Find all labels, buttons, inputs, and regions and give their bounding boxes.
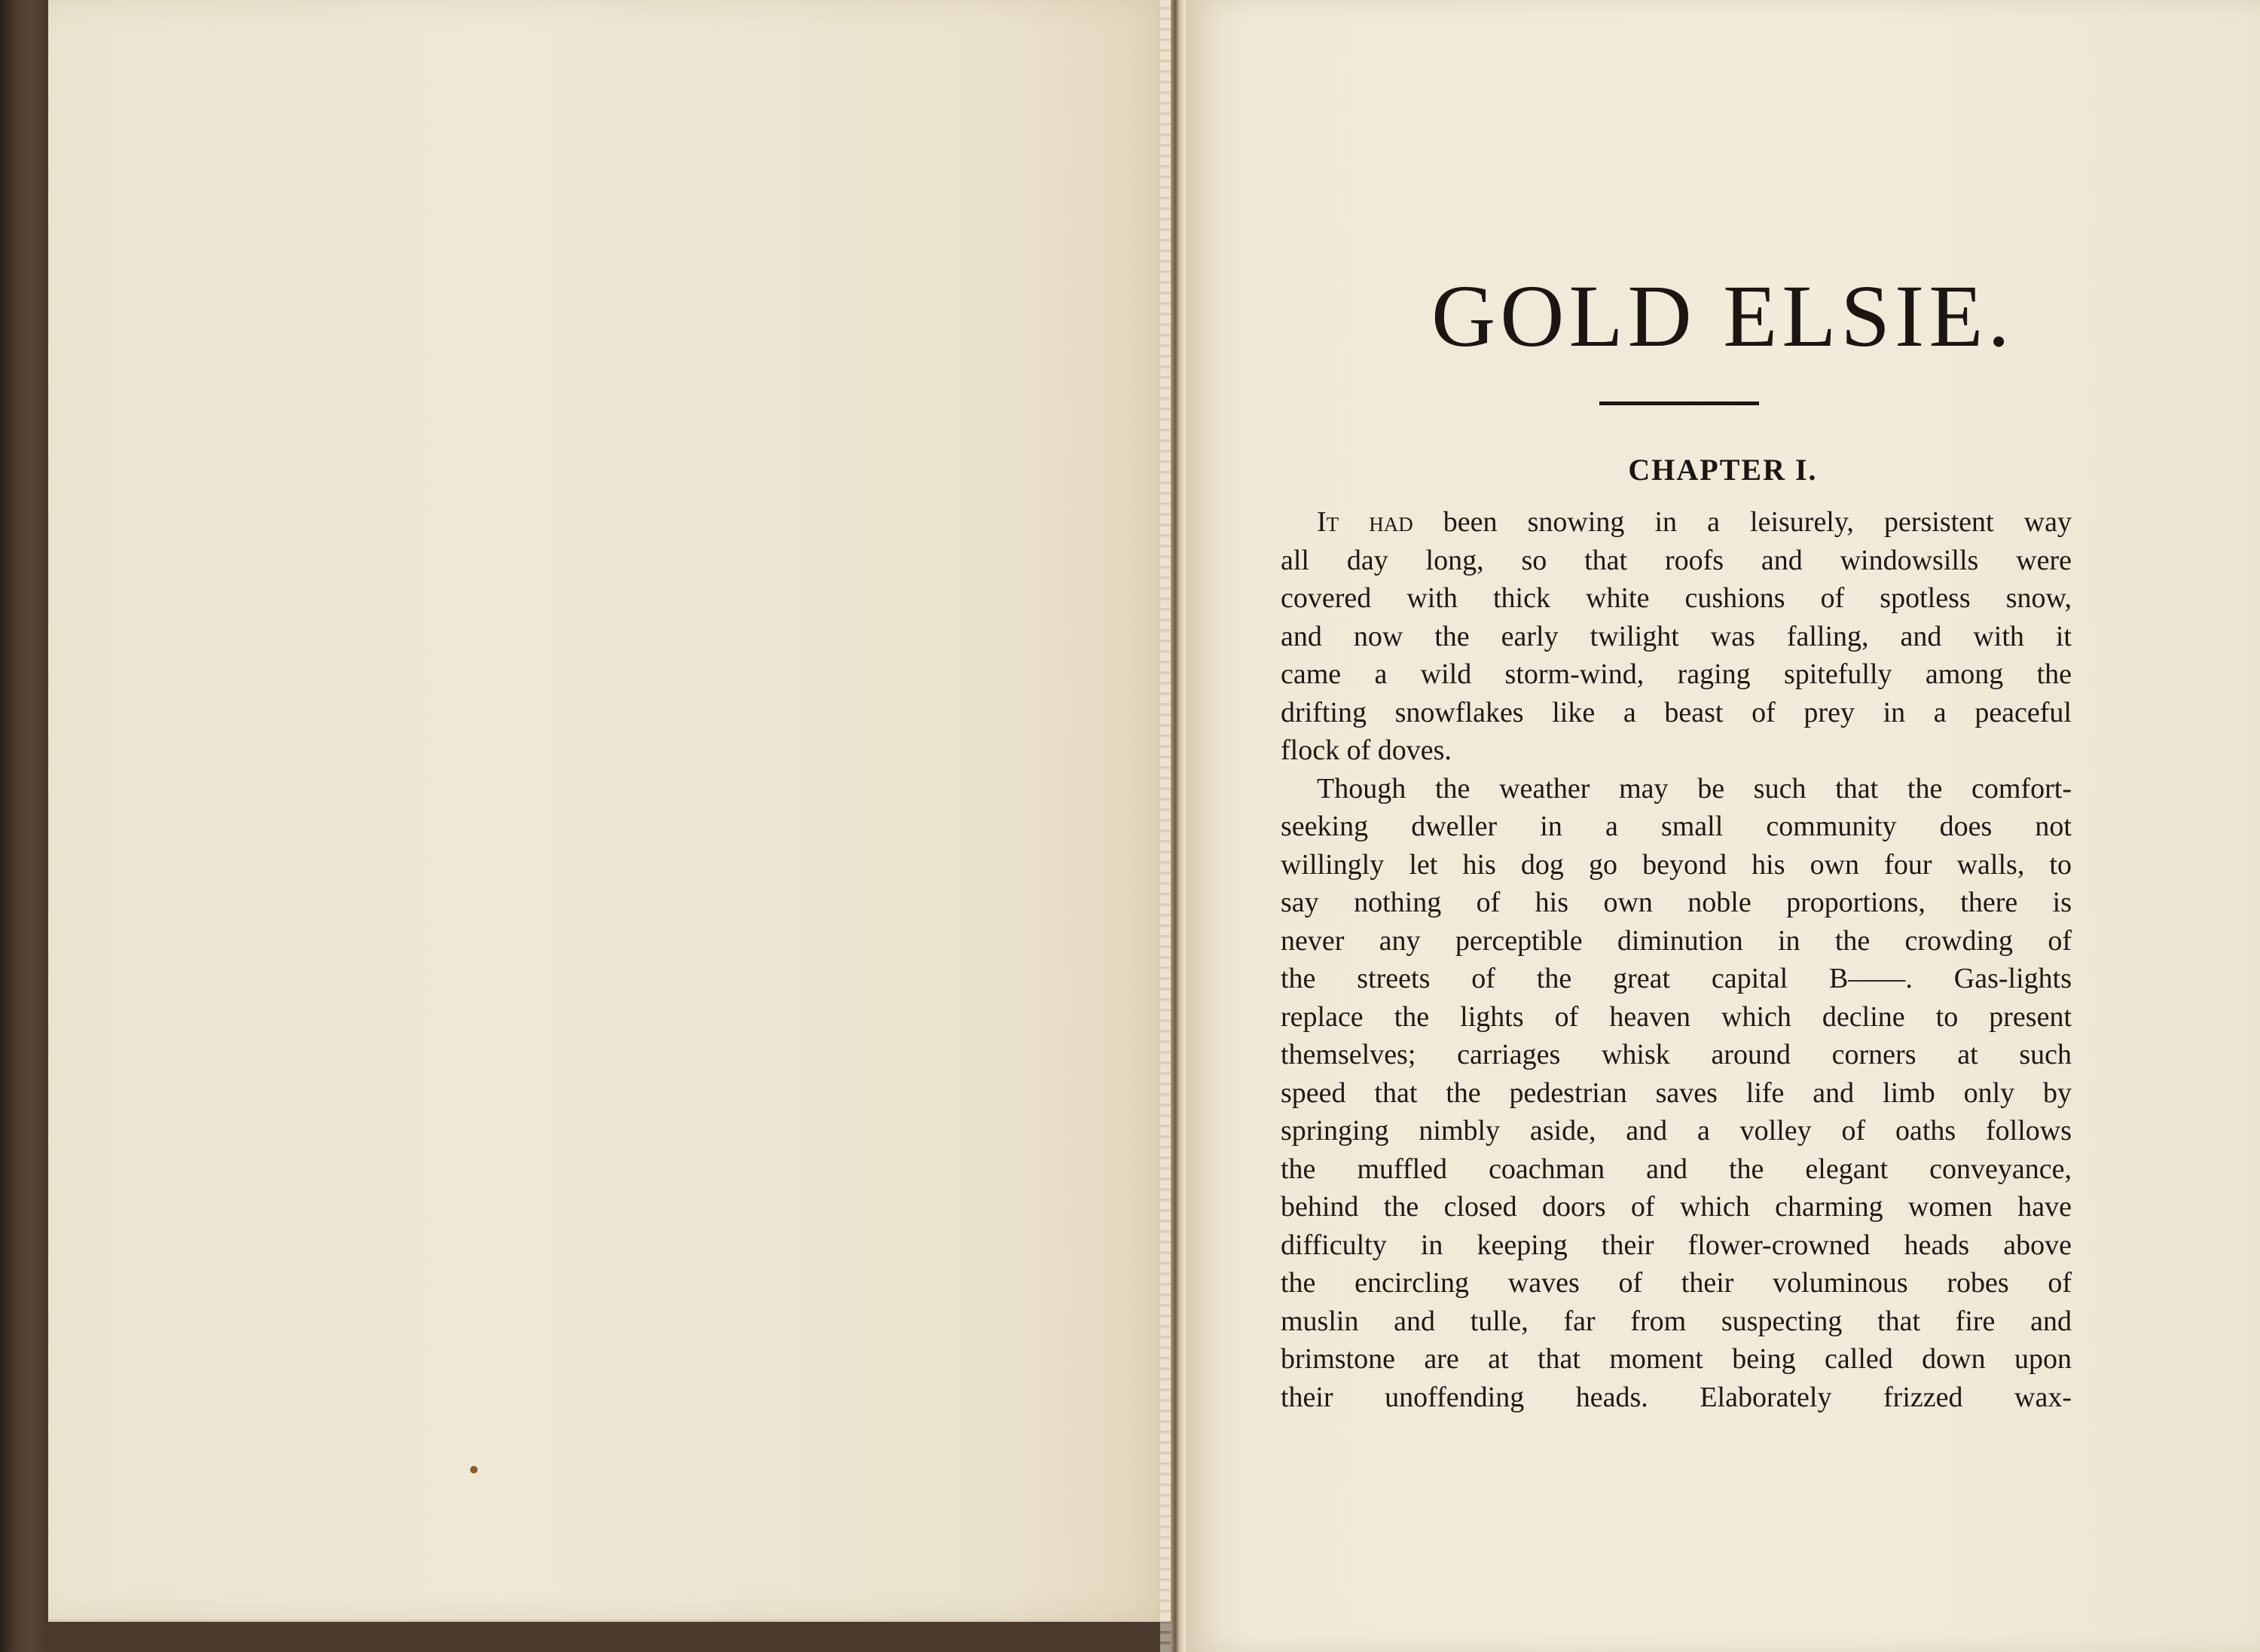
book-title: GOLD ELSIE. (1431, 267, 2014, 365)
text-line: It had been snowing in a leisurely, persistent way (1317, 506, 2072, 538)
text-line: muslin and tulle, far from suspecting that fire and (1281, 1305, 2072, 1337)
text-line: the muffled coachman and the elegant conveyance, (1281, 1153, 2072, 1185)
text-line: covered with thick white cushions of spotless snow, (1281, 582, 2072, 614)
text-line: replace the lights of heaven which decline to present (1281, 1000, 2072, 1033)
text-line: the encircling waves of their voluminous robes of (1281, 1267, 2072, 1299)
text-line: say nothing of his own noble proportions, there is (1281, 887, 2072, 918)
book-gutter (1171, 0, 1186, 1652)
text-line: their unoffending heads. Elaborately frizzed wax- (1281, 1381, 2072, 1413)
chapter-body (1281, 503, 2072, 1416)
text-line: came a wild storm-wind, raging spitefully among the (1281, 658, 2072, 690)
paragraph-1 (1281, 503, 2072, 770)
text-line: springing nimbly aside, and a volley of oaths follows (1281, 1115, 2072, 1147)
text-line: and now the early twilight was falling, and with it (1281, 620, 2072, 652)
drop-lead: It had (1317, 506, 1413, 538)
text-line: Though the weather may be such that the comfort- (1317, 772, 2072, 805)
ink-speck (470, 1466, 478, 1473)
paragraph-2 (1281, 770, 2072, 1417)
text-line: seeking dweller in a small community does not (1281, 811, 2072, 842)
text-line: willingly let his dog go beyond his own four walls, to (1281, 848, 2072, 881)
text-line: flock of doves. (1281, 734, 1452, 766)
text-line: never any perceptible diminution in the crowding of (1281, 924, 2072, 957)
title-rule (1599, 402, 1759, 405)
text-line: behind the closed doors of which charming women have (1281, 1191, 2072, 1223)
chapter-heading: CHAPTER I. (1628, 453, 1818, 487)
text-line: brimstone are at that moment being called down upon (1281, 1343, 2072, 1375)
text-line: the streets of the great capital B——. Gas-lights (1281, 963, 2072, 994)
text-line: all day long, so that roofs and windowsills were (1281, 544, 2072, 576)
left-page-blank (48, 0, 1171, 1622)
text-line: difficulty in keeping their flower-crowned heads above (1281, 1229, 2072, 1261)
text-line: themselves; carriages whisk around corners at such (1281, 1039, 2072, 1070)
text-line: drifting snowflakes like a beast of prey in a peaceful (1281, 696, 2072, 728)
text-line: speed that the pedestrian saves life and limb only by (1281, 1076, 2072, 1109)
